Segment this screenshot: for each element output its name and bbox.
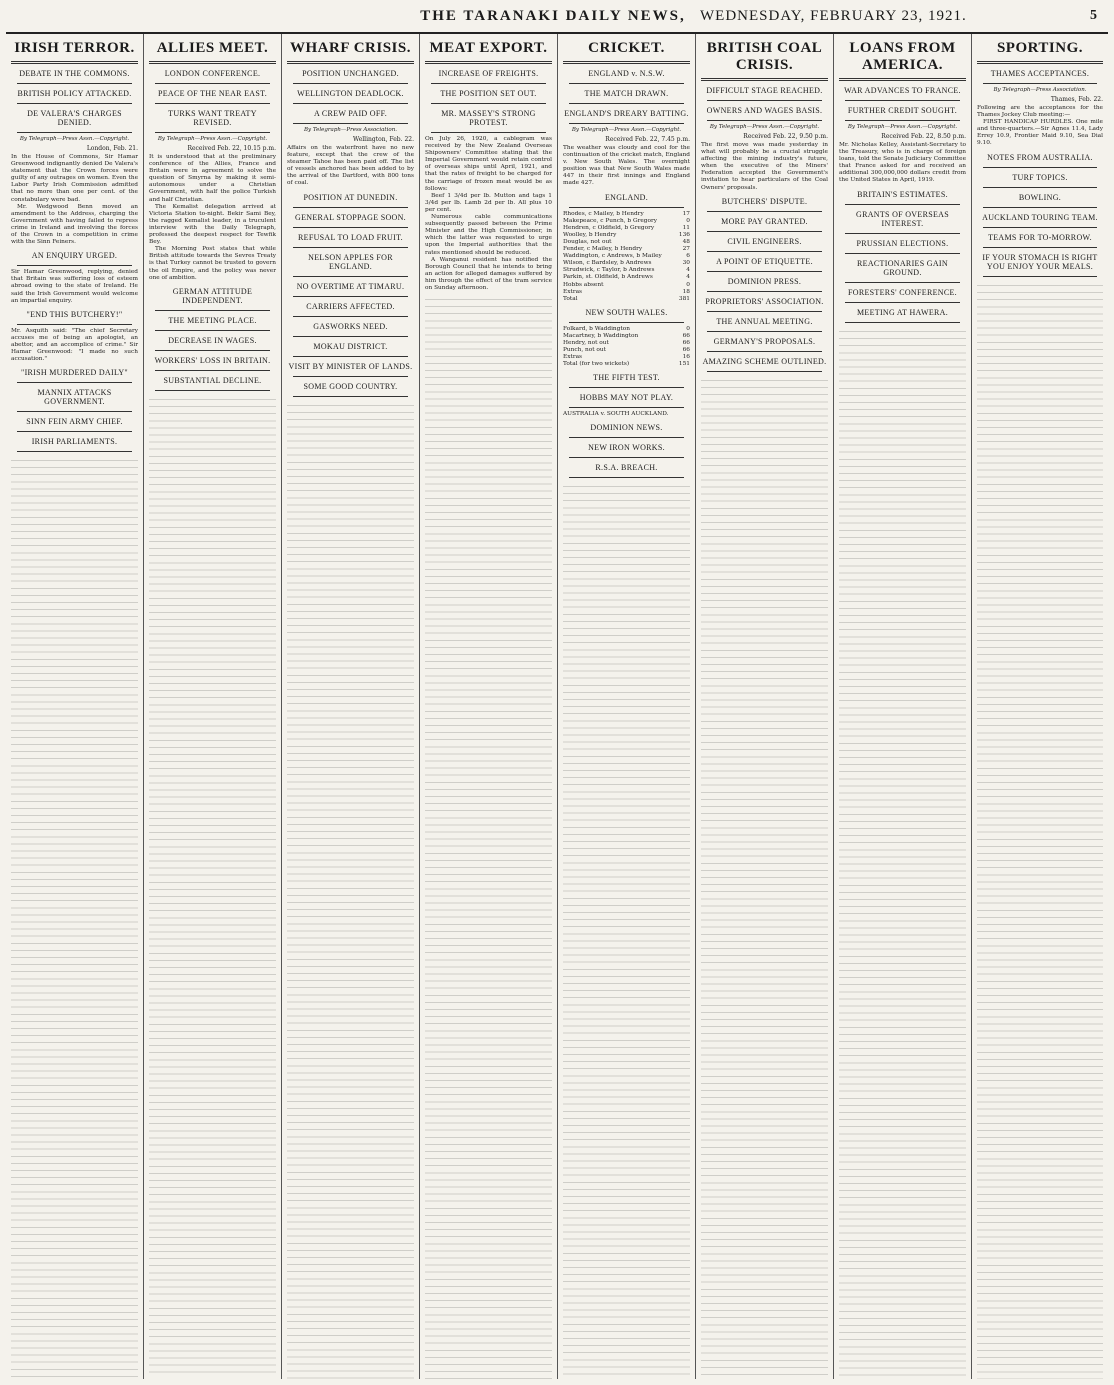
divider-rule (17, 451, 132, 452)
body-paragraph: Affairs on the waterfront have no new feature, except that the crew of the steamer Tahoe has been paid off. The list of vessels anchored has been added to by the arrival of the Dartford, with 800 tons of coal. (287, 145, 414, 187)
divider-rule (707, 211, 822, 212)
table-row (563, 333, 690, 340)
batsman-cell: Rhodes, c Mailey, b Hendry (563, 210, 644, 217)
double-rule (839, 78, 966, 81)
divider-rule (983, 247, 1097, 248)
masthead (6, 0, 1108, 34)
double-rule (287, 61, 414, 64)
divider-rule (17, 431, 132, 432)
body-paragraph: A Wanganui resident has notified the Borough Council that he intends to bring an action for alleged damages suffered by him through the effect of the tram service on Sunday afternoon. (425, 256, 552, 291)
divider-rule (17, 103, 132, 104)
section-subheading: GRANTS OF OVERSEAS INTEREST. (856, 209, 949, 228)
column-8 (972, 34, 1108, 1379)
divider-rule (707, 371, 822, 372)
divider-rule (155, 83, 270, 84)
article-heading: BRITISH COAL CRISIS. (706, 40, 823, 73)
section-subheading: AN ENQUIRY URGED. (31, 251, 118, 261)
divider-rule (707, 100, 822, 101)
section-subheading: BUTCHERS' DISPUTE. (721, 196, 808, 206)
text-lines-texture (701, 375, 828, 1379)
divider-rule (155, 330, 270, 331)
table-row (563, 289, 690, 296)
dateline: London, Feb. 21. (86, 145, 138, 152)
body-paragraph: The first move was made yesterday in what will probably be a crucial struggle affecting the mining industry's future, when the executive of the Miners' Federation accepted the Government's invitation to hear particulars of the Coal Owners' proposals. (701, 142, 828, 191)
divider-rule (845, 204, 960, 205)
divider-rule (569, 437, 684, 438)
section-subheading: MANNIX ATTACKS GOVERNMENT. (37, 388, 112, 407)
batsman-cell: Punch, not out (563, 347, 606, 354)
batsman-cell: Macartney, b Waddington (563, 332, 639, 339)
batsman-cell: Hendren, c Oldfield, b Gregory (563, 224, 655, 231)
table-row (563, 361, 690, 368)
dateline: Thames, Feb. 22. (1050, 96, 1103, 103)
text-lines-texture (977, 280, 1103, 1379)
section-subheading: GERMANY'S PROPOSALS. (713, 336, 816, 346)
divider-rule (569, 123, 684, 124)
body-paragraph: On July 26, 1920, a cablegram was received by the New Zealand Overseas Shipowners' Committee stating that the Imperial Government would retain control of overseas ships until April, 1921, and that the rates of freight to be charged for the carriage of frozen meat would be as follows: (425, 136, 552, 192)
table-row (563, 282, 690, 289)
section-subheading: MEETING AT HAWERA. (856, 307, 949, 317)
divider-rule (845, 253, 960, 254)
divider-rule (17, 382, 132, 383)
divider-rule (983, 276, 1097, 277)
double-rule (149, 61, 276, 64)
divider-rule (707, 311, 822, 312)
divider-rule (569, 477, 684, 478)
column-6 (696, 34, 834, 1379)
section-subheading: A POINT OF ETIQUETTE. (716, 256, 813, 266)
text-lines-texture (425, 294, 552, 1379)
article-heading: MEAT EXPORT. (429, 40, 548, 56)
divider-rule (431, 103, 546, 104)
section-subheading: "END THIS BUTCHERY!" (26, 309, 123, 319)
article-subheading: PEACE OF THE NEAR EAST. (157, 89, 268, 98)
section-subheading: HOBBS MAY NOT PLAY. (579, 393, 674, 403)
section-subheading: MORE PAY GRANTED. (721, 216, 808, 226)
section-subheading: ENGLAND. (604, 192, 649, 202)
article-subheading: INCREASE OF FREIGHTS. (438, 69, 539, 78)
divider-rule (155, 132, 270, 133)
runs-cell: 48 (682, 238, 690, 245)
article-subheading: DE VALERA'S CHARGES DENIED. (27, 109, 122, 127)
table-row (563, 326, 690, 333)
table-row (563, 239, 690, 246)
divider-rule (845, 282, 960, 283)
article-subheading: THE MATCH DRAWN. (584, 89, 669, 98)
body-paragraph: FIRST HANDICAP HURDLES. One mile and three-quarters.—Sir Agnes 11.4, Lady Errey 10.9, Frontier Maid 9.10, Sea Dial 9.10. (977, 119, 1103, 147)
divider-rule (845, 120, 960, 121)
divider-rule (845, 302, 960, 303)
divider-rule (569, 83, 684, 84)
article-subheading: LONDON CONFERENCE. (164, 69, 261, 78)
section-subheading: DOMINION PRESS. (727, 276, 802, 286)
text-lines-texture (287, 400, 414, 1379)
divider-rule (707, 271, 822, 272)
table-row (563, 225, 690, 232)
runs-cell: 66 (682, 332, 690, 339)
table-row (563, 253, 690, 260)
section-subheading: PRUSSIAN ELECTIONS. (856, 238, 949, 248)
batsman-cell: Extras (563, 288, 583, 295)
article-subheading: TURKS WANT TREATY REVISED. (168, 109, 257, 127)
batsman-cell: Strudwick, c Taylor, b Andrews (563, 267, 655, 274)
divider-rule (293, 247, 408, 248)
body-paragraph: Sir Hamar Greenwood, replying, denied that Britain was suffering loss of esteem abroad owing to the state of Ireland. He said the Irish Government would welcome an impartial enquiry. (11, 269, 138, 304)
section-subheading: NEW SOUTH WALES. (585, 307, 668, 317)
table-row (563, 211, 690, 218)
batsman-cell: Makepeace, c Punch, b Gregory (563, 217, 658, 224)
batsman-cell: Parkin, st. Oldfield, b Andrews (563, 274, 653, 281)
body-paragraph: Mr. Wedgwood Benn moved an amendment to the Address, charging the Government with having failed to repress crime in Ireland and involving the forces of the Crown in a competition in crime with the Sinn Feiners. (11, 203, 138, 246)
article-subheading: FURTHER CREDIT SOUGHT. (847, 106, 958, 115)
section-subheading: GASWORKS NEED. (313, 321, 388, 331)
section-subheading: AUCKLAND TOURING TEAM. (982, 212, 1098, 222)
section-subheading: NO OVERTIME AT TIMARU. (296, 281, 405, 291)
divider-rule (845, 322, 960, 323)
divider-rule (293, 227, 408, 228)
text-lines-texture (149, 394, 276, 1379)
section-subheading: AMAZING SCHEME OUTLINED. (702, 356, 827, 366)
article-subheading: ENGLAND v. N.S.W. (588, 69, 665, 78)
divider-rule (845, 100, 960, 101)
table-row (563, 296, 690, 303)
body-paragraph: AUSTRALIA v. SOUTH AUCKLAND. (563, 411, 669, 418)
runs-cell: 18 (682, 288, 690, 295)
body-paragraph: Following are the acceptances for the Thames Jockey Club meeting:— (977, 105, 1103, 119)
divider-rule (983, 227, 1097, 228)
section-subheading: MOKAU DISTRICT. (313, 341, 388, 351)
divider-rule (293, 103, 408, 104)
article-subheading: ENGLAND'S DREARY BATTING. (564, 109, 689, 118)
runs-cell: 66 (682, 339, 690, 346)
section-subheading: DECREASE IN WAGES. (168, 335, 257, 345)
runs-cell: 381 (678, 295, 690, 302)
press-credit: By Telegraph—Press Association. (993, 87, 1087, 93)
double-rule (701, 78, 828, 81)
divider-rule (707, 231, 822, 232)
divider-rule (707, 351, 822, 352)
article-heading: SPORTING. (996, 40, 1084, 56)
article-subheading: WELLINGTON DEADLOCK. (297, 89, 404, 98)
press-credit: By Telegraph—Press Assn.—Copyright. (847, 124, 958, 130)
runs-cell: 17 (682, 210, 690, 217)
runs-cell: 30 (682, 260, 690, 267)
divider-rule (17, 132, 132, 133)
divider-rule (293, 83, 408, 84)
table-row (563, 260, 690, 267)
dateline: Received Feb. 22, 10.15 p.m. (187, 145, 276, 152)
section-subheading: WORKERS' LOSS IN BRITAIN. (154, 355, 271, 365)
divider-rule (707, 291, 822, 292)
divider-rule (569, 387, 684, 388)
batsman-cell: Waddington, c Andrews, b Mailey (563, 253, 662, 260)
divider-rule (17, 83, 132, 84)
article-subheading: THAMES ACCEPTANCES. (990, 69, 1090, 78)
runs-cell: 0 (686, 325, 690, 332)
dateline: Received Feb. 22, 7.45 p.m. (605, 136, 690, 143)
body-paragraph: The weather was cloudy and cool for the continuation of the cricket match, England v. New South Wales. The overnight position was that New South Wales made 447 in their first innings and England made 427. (563, 145, 690, 187)
innings-table (563, 211, 690, 303)
batsman-cell: Hendry, not out (563, 339, 609, 346)
batsman-cell: Extras (563, 354, 583, 361)
body-paragraph: Mr. Nicholas Kelley, Assistant-Secretary to the Treasury, who is in charge of foreign loans, told the Senate Judiciary Committee that France asked for and received an additional 300,000,000 dollars credit from the United States in April, 1919. (839, 142, 966, 184)
body-paragraph: Mr. Asquith said: "The chief Secretary accuses me of being an apologist, an abettor, and an accomplice of crime." Sir Hamar Greenwood: "I made no such accusation." (11, 327, 138, 363)
divider-rule (293, 316, 408, 317)
divider-rule (569, 103, 684, 104)
section-subheading: IRISH PARLIAMENTS. (31, 437, 118, 447)
batsman-cell: Woolley, b Hendry (563, 231, 617, 238)
column-3 (282, 34, 420, 1379)
press-credit: By Telegraph—Press Assn.—Copyright. (157, 136, 268, 142)
divider-rule (293, 123, 408, 124)
divider-rule (293, 296, 408, 297)
double-rule (977, 61, 1103, 64)
batsman-cell: Fender, c Mailey, b Hendry (563, 246, 643, 253)
press-credit: By Telegraph—Press Assn.—Copyright. (709, 124, 820, 130)
double-rule (11, 61, 138, 64)
section-subheading: CARRIERS AFFECTED. (306, 301, 395, 311)
runs-cell: 16 (682, 354, 690, 361)
section-subheading: THE ANNUAL MEETING. (716, 316, 813, 326)
section-subheading: NOTES FROM AUSTRALIA. (987, 152, 1093, 162)
divider-rule (155, 103, 270, 104)
divider-rule (293, 376, 408, 377)
section-subheading: REFUSAL TO LOAD FRUIT. (298, 232, 403, 242)
divider-rule (707, 331, 822, 332)
runs-cell: 11 (682, 224, 690, 231)
runs-cell: 4 (686, 267, 690, 274)
article-subheading: A CREW PAID OFF. (313, 109, 388, 118)
section-subheading: "IRISH MURDERED DAILY" (21, 368, 128, 378)
batsman-cell: Total (563, 295, 578, 302)
section-subheading: TEAMS FOR TO-MORROW. (988, 232, 1092, 242)
innings-table (563, 326, 690, 369)
section-subheading: IF YOUR STOMACH IS RIGHT YOU ENJOY YOUR MEALS. (982, 252, 1098, 271)
divider-rule (845, 233, 960, 234)
column-7 (834, 34, 972, 1379)
batsman-cell: Wilson, c Bardsley, b Andrews (563, 260, 652, 267)
divider-rule (155, 310, 270, 311)
newspaper-title: THE TARANAKI DAILY NEWS, (420, 7, 686, 24)
divider-rule (293, 336, 408, 337)
divider-rule (431, 132, 546, 133)
runs-cell: 4 (686, 274, 690, 281)
text-lines-texture (11, 455, 138, 1379)
section-subheading: REACTIONARIES GAIN GROUND. (857, 258, 948, 277)
column-4 (420, 34, 558, 1379)
section-subheading: GENERAL STOPPAGE SOON. (295, 212, 406, 222)
press-credit: By Telegraph—Press Assn.—Copyright. (571, 127, 682, 133)
runs-cell: 66 (682, 347, 690, 354)
dateline: Wellington, Feb. 22. (353, 136, 414, 143)
runs-cell: 0 (686, 281, 690, 288)
batsman-cell: Total (for two wickets) (563, 361, 630, 368)
section-subheading: NEW IRON WORKS. (588, 443, 665, 453)
runs-cell: 151 (678, 361, 690, 368)
table-row (563, 274, 690, 281)
divider-rule (569, 207, 684, 208)
body-paragraph: Numerous cable communications subsequently passed between the Prime Minister and the High Commissioner, in which the latter was requested to urge upon the Imperial authorities that the rates mentioned should be reduced. (425, 214, 552, 256)
article-heading: WHARF CRISIS. (290, 40, 411, 56)
article-subheading: POSITION UNCHANGED. (302, 69, 399, 78)
double-rule (425, 61, 552, 64)
table-row (563, 267, 690, 274)
body-paragraph: Beef 1 3/4d per lb. Mutton and tags 1 3/4d per lb. Lamb 2d per lb. All plus 10 per cent. (425, 192, 552, 213)
divider-rule (983, 83, 1097, 84)
column-5 (558, 34, 696, 1379)
article-heading: LOANS FROM AMERICA. (849, 40, 956, 73)
runs-cell: 6 (686, 253, 690, 260)
divider-rule (155, 370, 270, 371)
article-heading: IRISH TERROR. (14, 40, 135, 56)
table-row (563, 218, 690, 225)
section-subheading: POSITION AT DUNEDIN. (303, 192, 398, 202)
columns (6, 34, 1108, 1379)
body-paragraph: The Morning Post states that while British attitude towards the Sevres Treaty is that Turkey cannot be trusted to govern the oil Empire, and the policy was never one of ambition. (149, 246, 276, 281)
runs-cell: 27 (682, 246, 690, 253)
section-subheading: THE FIFTH TEST. (593, 373, 660, 383)
section-subheading: FORESTERS' CONFERENCE. (848, 287, 957, 297)
batsman-cell: Douglas, not out (563, 238, 612, 245)
batsman-cell: Hobbs absent (563, 281, 604, 288)
article-heading: ALLIES MEET. (156, 40, 269, 56)
divider-rule (569, 457, 684, 458)
table-row (563, 246, 690, 253)
divider-rule (293, 276, 408, 277)
body-paragraph: In the House of Commons, Sir Hamar Greenwood indignantly denied De Valera's statement that the Crown forces were guilty of any outrages on women. Even the Labor Party Irish Commission admitted that no more than one per cent. of the constabulary were bad. (11, 154, 138, 203)
section-subheading: THE MEETING PLACE. (168, 315, 257, 325)
section-subheading: VISIT BY MINISTER OF LANDS. (288, 361, 413, 371)
divider-rule (569, 322, 684, 323)
section-subheading: GERMAN ATTITUDE INDEPENDENT. (172, 286, 253, 305)
body-paragraph: The Kemalist delegation arrived at Victoria Station to-night. Bekir Sami Bey, the ragged Kemalist leader, in a truculent interview with the Daily Telegraph, professed the deepest respect for Tewfik Bey. (149, 203, 276, 246)
divider-rule (155, 390, 270, 391)
section-subheading: SINN FEIN ARMY CHIEF. (26, 417, 123, 427)
table-row (563, 347, 690, 354)
section-subheading: BRITAIN'S ESTIMATES. (857, 189, 948, 199)
section-subheading: CIVIL ENGINEERS. (727, 236, 802, 246)
divider-rule (431, 83, 546, 84)
batsman-cell: Folkard, b Waddington (563, 325, 630, 332)
article-subheading: WAR ADVANCES TO FRANCE. (844, 86, 961, 95)
divider-rule (155, 350, 270, 351)
press-credit: By Telegraph—Press Association. (304, 127, 397, 133)
double-rule (563, 61, 690, 64)
article-subheading: THE POSITION SET OUT. (440, 89, 537, 98)
divider-rule (569, 407, 684, 408)
page-number: 5 (1090, 8, 1098, 23)
runs-cell: 136 (678, 231, 690, 238)
text-lines-texture (563, 481, 690, 1379)
divider-rule (983, 167, 1097, 168)
section-subheading: DOMINION NEWS. (590, 423, 663, 433)
article-subheading: OWNERS AND WAGES BASIS. (706, 106, 823, 115)
table-row (563, 232, 690, 239)
section-subheading: PROPRIETORS' ASSOCIATION. (705, 296, 824, 306)
divider-rule (983, 187, 1097, 188)
article-subheading: DEBATE IN THE COMMONS. (19, 69, 130, 78)
article-subheading: DIFFICULT STAGE REACHED. (706, 86, 823, 95)
body-paragraph: It is understood that at the preliminary conference of the Allies, France and Britain were in agreement to solve the question of Smyrna by making it semi-autonomous under a Christian Government, with half the police Turkish and half Christian. (149, 154, 276, 203)
table-row (563, 340, 690, 347)
section-subheading: SOME GOOD COUNTRY. (303, 381, 398, 391)
divider-rule (293, 396, 408, 397)
article-heading: CRICKET. (588, 40, 665, 56)
article-subheading: MR. MASSEY'S STRONG PROTEST. (441, 109, 536, 127)
section-subheading: R.S.A. BREACH. (595, 463, 658, 473)
divider-rule (17, 411, 132, 412)
section-subheading: TURF TOPICS. (1012, 172, 1068, 182)
article-subheading: BRITISH POLICY ATTACKED. (17, 89, 132, 98)
issue-date: WEDNESDAY, FEBRUARY 23, 1921. (700, 8, 967, 24)
divider-rule (293, 207, 408, 208)
dateline: Received Feb. 22, 8.50 p.m. (881, 133, 966, 140)
divider-rule (17, 324, 132, 325)
divider-rule (293, 356, 408, 357)
divider-rule (983, 207, 1097, 208)
dateline: Received Feb. 22, 9.50 p.m. (743, 133, 828, 140)
section-subheading: NELSON APPLES FOR ENGLAND. (308, 252, 393, 271)
column-1 (6, 34, 144, 1379)
runs-cell: 0 (686, 217, 690, 224)
text-lines-texture (839, 326, 966, 1379)
section-subheading: BOWLING. (1018, 192, 1062, 202)
press-credit: By Telegraph—Press Assn.—Copyright. (19, 136, 130, 142)
divider-rule (17, 265, 132, 266)
column-2 (144, 34, 282, 1379)
section-subheading: SUBSTANTIAL DECLINE. (163, 375, 262, 385)
divider-rule (707, 120, 822, 121)
divider-rule (707, 251, 822, 252)
